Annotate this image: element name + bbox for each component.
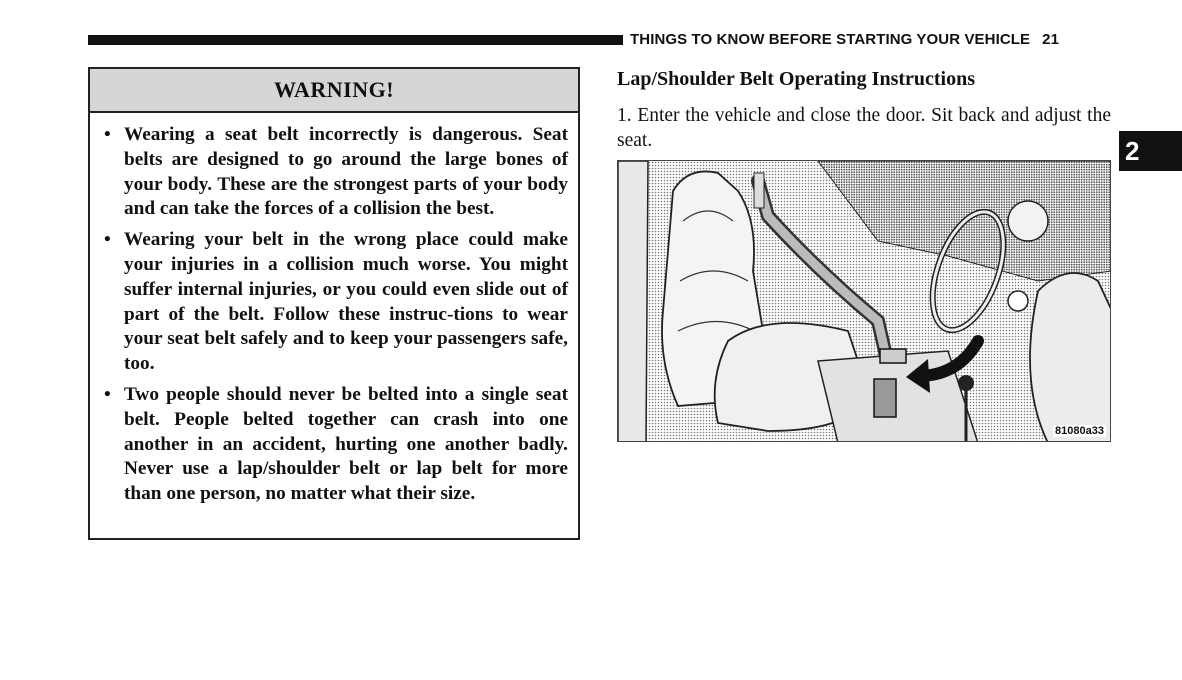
section-heading: Lap/Shoulder Belt Operating Instructions xyxy=(617,68,976,90)
warning-item-text: Wearing a seat belt incorrectly is dangerous. Seat belts are designed to go around the large bones of your body. These are the strongest parts of your body and can take the forces of a collision the best. xyxy=(124,124,568,220)
running-header xyxy=(630,31,1059,48)
bullet-icon: • xyxy=(104,124,111,145)
warning-item-text: Wearing your belt in the wrong place could make your injuries in a collision much worse. You might suffer internal injuries, or you could even slide out of part of the belt. Follow these instruc-tions to wear your seat belt safely and to keep your passengers safe, too. xyxy=(124,229,568,375)
warning-item-text: Two people should never be belted into a single seat belt. People belted together can crash into one another in an accident, hurting one another badly. Never use a lap/shoulder belt or lap belt for more than one person, no matter what their size. xyxy=(124,383,568,505)
bullet-icon: • xyxy=(104,383,111,405)
warning-box xyxy=(88,67,580,540)
figure-label: 81080a33 xyxy=(1055,425,1104,437)
gauge xyxy=(1008,201,1048,241)
warning-item xyxy=(104,228,568,377)
warning-item xyxy=(104,123,568,222)
header-rule xyxy=(88,35,623,45)
ignition xyxy=(1008,291,1028,311)
door-pillar xyxy=(618,161,648,442)
seat-belt-illustration xyxy=(617,160,1111,442)
warning-title: WARNING! xyxy=(90,69,578,113)
chapter-tab: 2 xyxy=(1119,131,1182,171)
bullet-icon: • xyxy=(104,229,111,251)
passenger-seat xyxy=(1030,273,1111,442)
gear-knob xyxy=(958,375,974,391)
warning-item xyxy=(104,383,568,507)
header-title: THINGS TO KNOW BEFORE STARTING YOUR VEHICLE xyxy=(630,31,1031,48)
belt-anchor xyxy=(754,173,764,208)
latch-plate xyxy=(880,349,906,363)
buckle xyxy=(874,379,896,417)
seat-belt-drawing xyxy=(618,161,1111,442)
step-1-text: 1. Enter the vehicle and close the door. Sit back and adjust the seat. xyxy=(617,105,1111,151)
page-number: 21 xyxy=(1042,31,1060,48)
warning-list xyxy=(90,113,578,507)
